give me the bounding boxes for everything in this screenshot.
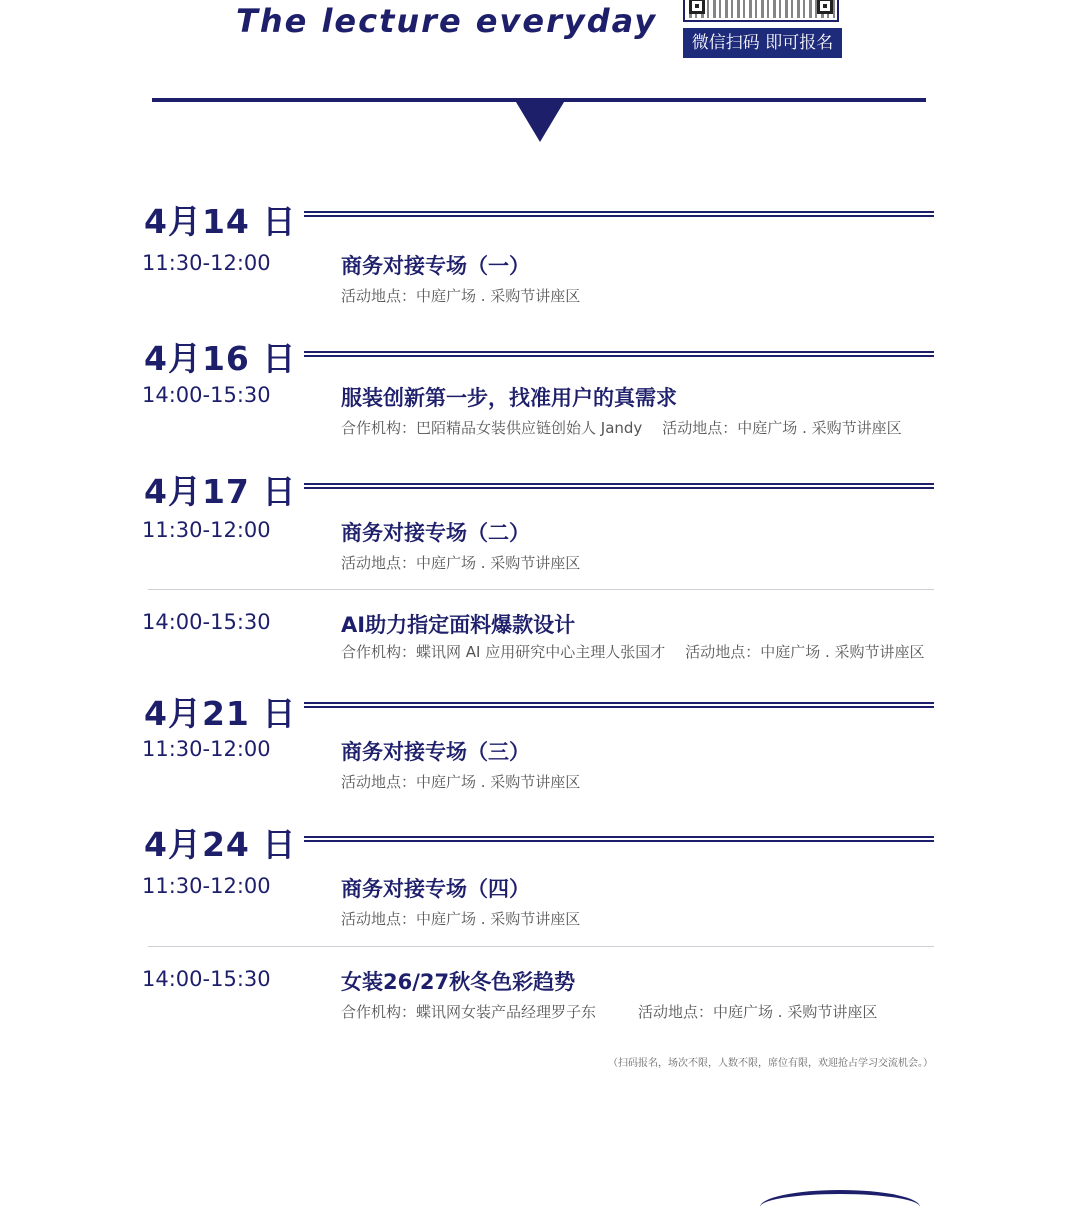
session-details [341, 641, 925, 662]
session-title: AI助力指定面料爆款设计 [341, 613, 576, 637]
session-location: 活动地点：中庭广场 . 采购节讲座区 [685, 643, 925, 661]
session-time: 11:30-12:00 [142, 737, 271, 761]
session-title: 商务对接专场（二） [341, 521, 530, 545]
session-details [341, 417, 902, 438]
session-time: 14:00-15:30 [142, 383, 271, 407]
session-time: 11:30-12:00 [142, 874, 271, 898]
tagline: The lecture everyday [236, 2, 658, 40]
session-time: 14:00-15:30 [142, 610, 271, 634]
date-divider [304, 351, 934, 357]
session-location: 活动地点：中庭广场 . 采购节讲座区 [341, 910, 581, 928]
session-time: 11:30-12:00 [142, 251, 271, 275]
session-location: 活动地点：中庭广场 . 采购节讲座区 [638, 1003, 878, 1021]
session-partner: 合作机构：蝶讯网女装产品经理罗子东 [341, 1003, 597, 1021]
qr-label: 微信扫码 即可报名 [683, 28, 842, 58]
date-heading: 4月14 日 [144, 202, 297, 241]
date-divider [304, 702, 934, 708]
qr-code[interactable] [683, 0, 839, 22]
qr-finder-icon [817, 0, 833, 14]
session-location: 活动地点：中庭广场 . 采购节讲座区 [341, 773, 581, 791]
session-title: 商务对接专场（四） [341, 877, 530, 901]
session-partner: 合作机构：巴陌精品女装供应链创始人 Jandy [341, 419, 643, 437]
date-divider [304, 836, 934, 842]
session-partner: 合作机构：蝶讯网 AI 应用研究中心主理人张国才 [341, 643, 666, 661]
down-arrow-icon [516, 102, 564, 142]
date-heading: 4月21 日 [144, 694, 297, 733]
session-title: 商务对接专场（一） [341, 254, 530, 278]
session-time: 14:00-15:30 [142, 967, 271, 991]
session-location: 活动地点：中庭广场 . 采购节讲座区 [662, 419, 902, 437]
session-time: 11:30-12:00 [142, 518, 271, 542]
date-divider [304, 211, 934, 217]
date-heading: 4月17 日 [144, 472, 297, 511]
session-title: 服装创新第一步，找准用户的真需求 [341, 386, 677, 410]
footnote: （扫码报名，场次不限，人数不限，席位有限，欢迎抢占学习交流机会。） [608, 1058, 933, 1069]
session-title: 商务对接专场（三） [341, 740, 530, 764]
session-location: 活动地点：中庭广场 . 采购节讲座区 [341, 287, 581, 305]
qr-finder-icon [689, 0, 705, 14]
session-location: 活动地点：中庭广场 . 采购节讲座区 [341, 554, 581, 572]
decorative-swoosh [760, 1190, 920, 1224]
session-title: 女装26/27秋冬色彩趋势 [341, 970, 576, 994]
session-details [341, 1001, 877, 1022]
session-divider [148, 946, 934, 947]
session-divider [148, 589, 934, 590]
qr-pattern-icon [689, 0, 835, 18]
date-heading: 4月24 日 [144, 825, 297, 864]
date-heading: 4月16 日 [144, 339, 297, 378]
date-divider [304, 483, 934, 489]
